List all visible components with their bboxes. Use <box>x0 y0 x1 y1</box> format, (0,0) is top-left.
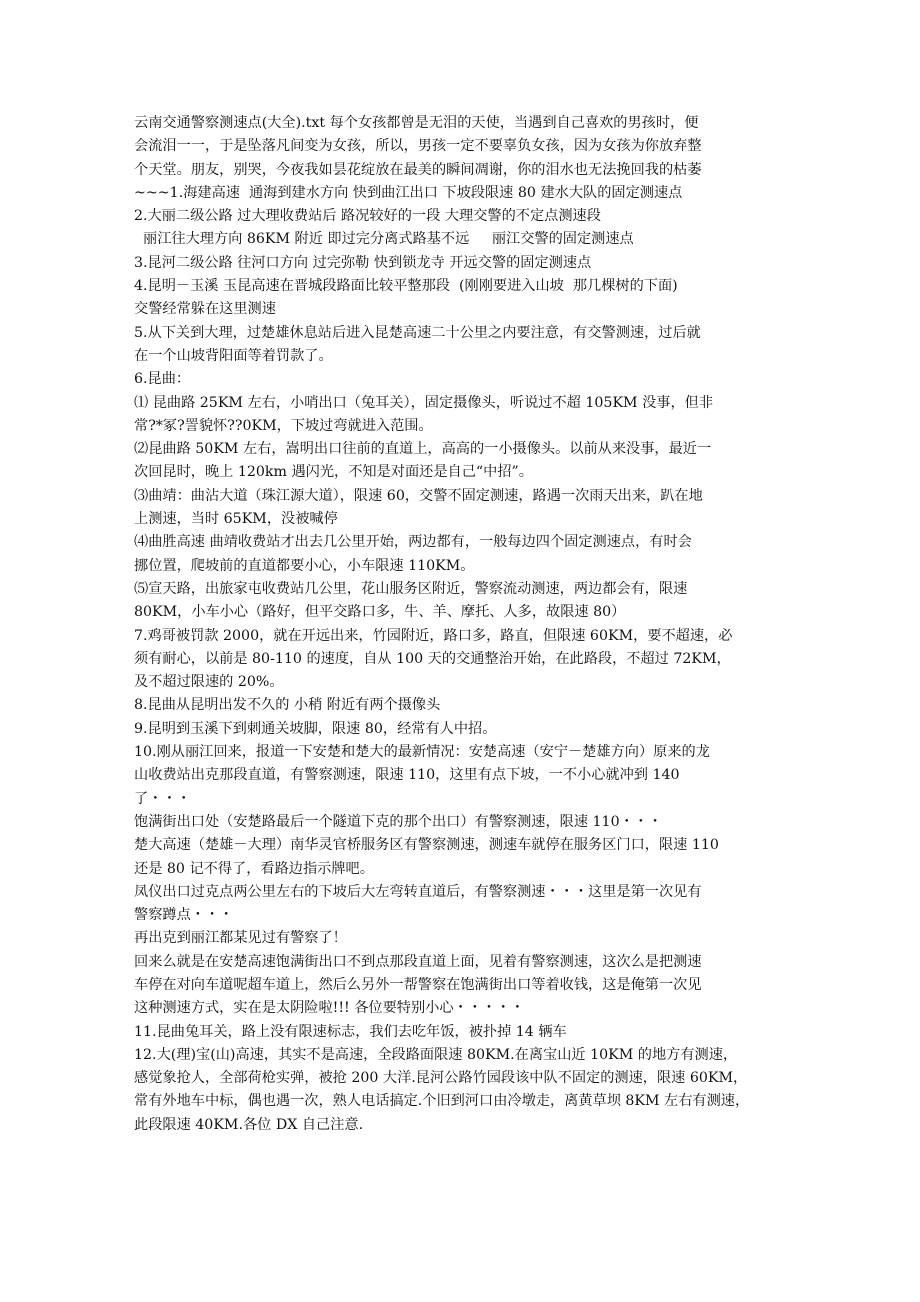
text-line: 这种测速方式，实在是太阴险啦!!! 各位要特别小心・・・・・ <box>134 1000 525 1017</box>
text-line: 挪位置，爬坡前的直道都要小心，小车限速 110KM。 <box>134 557 475 574</box>
text-line: 在一个山坡背阳面等着罚款了。 <box>134 347 333 364</box>
text-line: ⑸宣天路，出旅家屯收费站几公里，花山服务区附近，警察流动测速，两边都会有，限速 <box>134 580 688 597</box>
text-line: 6.昆曲： <box>134 371 191 388</box>
text-line: ⑷曲胜高速 曲靖收费站才出去几公里开始，两边都有，一般每边四个固定测速点，有时会 <box>134 534 692 551</box>
text-line: ⑴ 昆曲路 25KM 左右，小哨出口（兔耳关），固定摄像头，听说过不超 105KM 没事，但非 <box>134 394 714 411</box>
text-line: 11.昆曲兔耳关，路上没有限速标志，我们去吃年饭，被扑掉 14 辆车 <box>134 1023 567 1040</box>
text-line: 个天堂。朋友，别哭，今夜我如昙花绽放在最美的瞬间凋谢，你的泪水也无法挽回我的枯萎 <box>134 161 702 178</box>
text-line: 了・・・ <box>134 790 191 807</box>
text-line: 须有耐心，以前是 80-110 的速度，自从 100 天的交通整治开始，在此路段，不超过 72KM， <box>134 650 731 667</box>
text-line: 7.鸡哥被罚款 2000，就在开远出来，竹园附近，路口多，路直，但限速 60KM，要不超速，必 <box>134 627 733 644</box>
text-line: 4.昆明－玉溪 玉昆高速在晋城段路面比较平整那段 (刚刚要进入山坡 那几棵树的下面) <box>134 278 678 295</box>
text-line: 感觉象抢人，全部荷枪实弹，被抢 200 大洋.昆河公路竹园段该中队不固定的测速，限速 60KM， <box>134 1070 748 1087</box>
text-line: 上测速，当时 65KM，没被喊停 <box>134 511 338 528</box>
text-line: 还是 80 记不得了，看路边指示牌吧。 <box>134 860 374 877</box>
text-line: 8.昆曲从昆明出发不久的 小稍 附近有两个摄像头 <box>134 697 441 714</box>
text-line: 80KM，小车小心（路好，但平交路口多，牛、羊、摩托、人多，故限速 80） <box>134 604 626 621</box>
text-line: 9.昆明到玉溪下到刺通关坡脚，限速 80，经常有人中招。 <box>134 720 497 737</box>
text-line: 饱满街出口处（安楚路最后一个隧道下克的那个出口）有警察测速，限速 110・・・ <box>134 813 663 830</box>
text-line: 楚大高速（楚雄－大理）南华灵官桥服务区有警察测速，测速车就停在服务区门口，限速 110 <box>134 837 719 854</box>
text-line: 云南交通警察测速点(大全).txt 每个女孩都曾是无泪的天使，当遇到自己喜欢的男孩时，便 <box>134 115 699 131</box>
text-line: 山收费站出克那段直道，有警察测速，限速 110，这里有点下坡，一不小心就冲到 140 <box>134 767 680 784</box>
text-line: ⑵昆曲路 50KM 左右，嵩明出口往前的直道上，高高的一小摄像头。以前从来没事，最近一 <box>134 441 712 458</box>
text-line: 丽江往大理方向 86KM 附近 即过完分离式路基不远 丽江交警的固定测速点 <box>134 231 634 248</box>
text-line: 车停在对向车道呢超车道上，然后么另外一帮警察在饱满街出口等着收钱，这是俺第一次见 <box>134 976 702 993</box>
text-line: 及不超过限速的 20%。 <box>134 674 284 691</box>
text-line: 次回昆时，晚上 120km 遇闪光，不知是对面还是自己“中招”。 <box>134 464 533 481</box>
text-line: 常有外地车中标，偶也遇一次，熟人电话搞定.个旧到河口由冷墩走，离黄草坝 8KM 左右有测速， <box>134 1093 750 1110</box>
text-line: 警察蹲点・・・ <box>134 907 234 924</box>
text-line: ⑶曲靖：曲沾大道（珠江源大道），限速 60，交警不固定测速，路遇一次雨天出来，趴在地 <box>134 487 703 504</box>
text-line: 12.大(理)宝(山)高速，其实不是高速，全段路面限速 80KM.在离宝山近 10KM 的地方有测速， <box>134 1046 738 1063</box>
text-line: 5.从下关到大理，过楚雄休息站后进入昆楚高速二十公里之内要注意，有交警测速，过后就 <box>134 324 701 341</box>
text-line: 10.刚从丽江回来，报道一下安楚和楚大的最新情况：安楚高速（安宁－楚雄方向）原来的龙 <box>134 744 710 761</box>
text-line: 交警经常躲在这里测速 <box>134 301 276 318</box>
text-line: ~~~1.海建高速 通海到建水方向 快到曲江出口 下坡段限速 80 建水大队的固定测速点 <box>134 184 683 201</box>
text-line: 2.大丽二级公路 过大理收费站后 路况较好的一段 大理交警的不定点测速段 <box>134 208 601 225</box>
text-line: 回来么就是在安楚高速饱满街出口不到点那段直道上面，见着有警察测速，这次么是把测速 <box>134 953 702 970</box>
text-line: 此段限速 40KM.各位 DX 自己注意. <box>134 1116 364 1133</box>
text-line: 凤仪出口过克点两公里左右的下坡后大左弯转直道后，有警察测速・・・这里是第一次见有 <box>134 883 702 900</box>
text-line: 3.昆河二级公路 往河口方向 过完弥勒 快到锁龙寺 开远交警的固定测速点 <box>134 254 592 271</box>
text-line: 会流泪一一，于是坠落凡间变为女孩，所以，男孩一定不要辜负女孩，因为女孩为你放弃整 <box>134 138 702 155</box>
text-line: 再出克到丽江都某见过有警察了！ <box>134 930 347 947</box>
text-line: 常?*冢?詈貌怀??0KM，下坡过弯就进入范围。 <box>134 417 433 434</box>
document-body <box>134 112 790 1137</box>
